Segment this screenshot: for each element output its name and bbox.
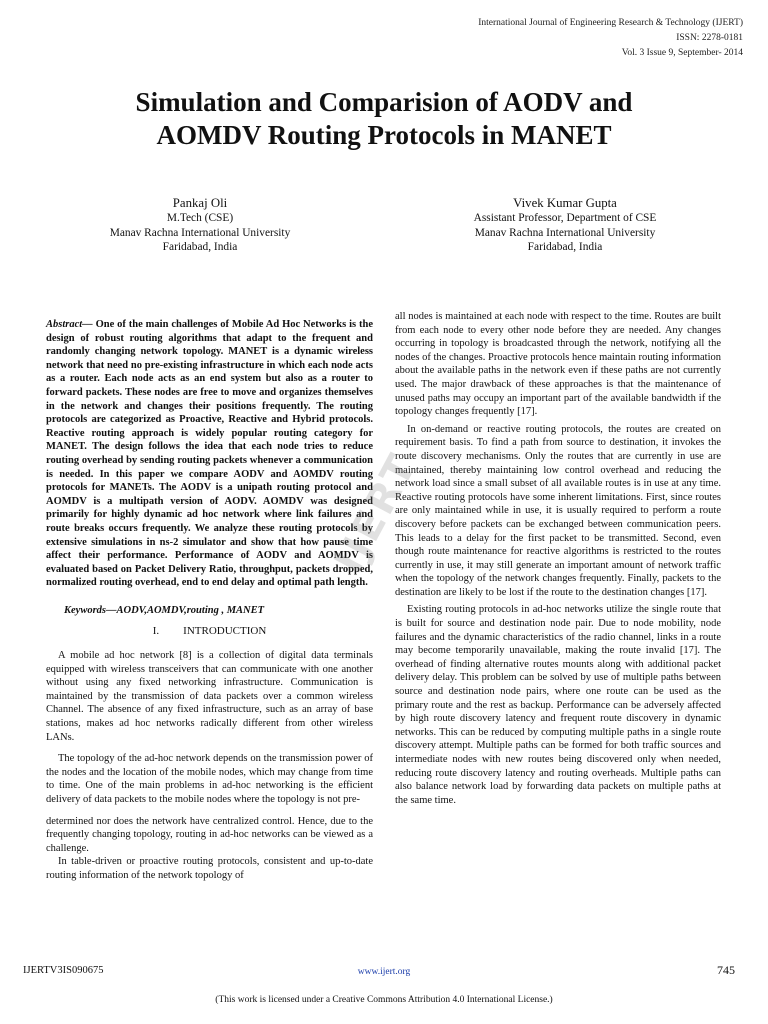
title-line-1: Simulation and Comparision of AODV and bbox=[135, 87, 633, 117]
abstract-text: One of the main challenges of Mobile Ad Hoc Networks is the design of robust routing algorithms that adapt to the frequent and randomly changing network topology. MANET is a dynamic wireless network that need no pre-existing infrastructure in which each node acts as a router. Each node acts as an end system but also as a router to forward packets. These nodes are free to move and organizes themselves in the network and changes their positions frequently. The routing protocols are categorized as Proactive, Reactive and Hybrid protocols. Reactive routing approach is widely popular routing category for MANET. The design follows the idea that each node tries to reduce routing overhead by sending routing packets whenever a communication is needed. In this paper we compare AODV and AOMDV routing protocols for MANETs. The AODV is a unipath routing protocol and AOMDV is a multipath version of AODV. AOMDV was designed primarily for highly dynamic ad hoc network where link failures and route breaks occurs frequently. We analyze these routing protocols by extensive simulations in ns-2 simulator and show that how pause time affect their performance. Performance of AODV and AOMDV is evaluated based on Packet Delivery Ratio, throughput, packets dropped, normalized routing overhead, end to end delay and optimal path length. bbox=[46, 319, 373, 589]
paragraph: A mobile ad hoc network [8] is a collection of digital data terminals equipped with wireless transceivers that can communicate with one another without using any fixed networking infrastructure. Communication is maintained by the transmission of data packets over a common wireless Channel. The absence of any fixed infrastructure, such as an array of base stations, makes ad hoc networks radically different from other wireless LANs. bbox=[46, 650, 373, 743]
author-2 bbox=[430, 196, 700, 254]
author-role: M.Tech (CSE) bbox=[166, 212, 234, 225]
abstract bbox=[46, 318, 373, 590]
section-heading bbox=[46, 625, 373, 639]
section-title: INTRODUCTION bbox=[183, 625, 267, 638]
section-number: I. bbox=[152, 625, 160, 638]
paragraph: In table-driven or proactive routing protocols, consistent and up-to-date routing information of the network topology of bbox=[46, 856, 373, 881]
paper-title bbox=[40, 86, 728, 152]
author-location: Faridabad, India bbox=[527, 240, 603, 253]
journal-header bbox=[283, 16, 743, 61]
paragraph: The topology of the ad-hoc network depends on the transmission power of the nodes and the location of the mobile nodes, which may change from time to time. One of the main problems in ad-hoc networking is the efficient delivery of data packets to the mobile nodes where the topology is not pre- bbox=[46, 753, 373, 805]
volume-issue: Vol. 3 Issue 9, September- 2014 bbox=[621, 48, 743, 58]
title-line-2: AOMDV Routing Protocols in MANET bbox=[156, 120, 612, 150]
page-number: 745 bbox=[717, 963, 735, 977]
right-column bbox=[395, 310, 721, 807]
keywords: Keywords—AODV,AOMDV,routing , MANET bbox=[64, 604, 265, 616]
author-name: Vivek Kumar Gupta bbox=[513, 196, 617, 210]
author-location: Faridabad, India bbox=[162, 240, 238, 253]
author-affiliation: Manav Rachna International University bbox=[474, 226, 656, 239]
left-column bbox=[46, 318, 373, 883]
author-affiliation: Manav Rachna International University bbox=[109, 226, 291, 239]
license-notice: (This work is licensed under a Creative Commons Attribution 4.0 International License.) bbox=[215, 995, 553, 1005]
author-name: Pankaj Oli bbox=[172, 196, 228, 210]
paragraph: In on-demand or reactive routing protocols, the routes are created on requirement basis. To find a path from source to destination, it invokes the route discovery mechanisms. Only the routes that are currently in use are maintained, thereby maintaining low control overhead and reducing the network load since a small subset of all available routes is in use at any time. Reactive routing protocols have some inherent limitations. First, since routes are only maintained while in use, it is usually required to perform a route discovery before packets can be exchanged between communication peers. This leads to a delay for the first packet to be transmitted. Second, even though route maintenance for reactive algorithms is restricted to the routes currently in use, it may still generate an important amount of network traffic when the topology of the network changes frequently. Finally, packets to the destination are likely to be lost if the route to the destination changes [17]. bbox=[395, 423, 721, 598]
paragraph: all nodes is maintained at each node with respect to the time. Routes are built from each node to every other node before they are needed. Any changes occurring in topology is broadcasted through the network, notifying all the nodes of the changes. Proactive protocols hence maintain routing information about the available paths in the network even if these paths are not currently used. The major drawback of these approaches is that the maintenance of unused paths may occupy an important part of the available bandwidth if the topology changes frequently [17]. bbox=[395, 311, 721, 418]
paper-id: IJERTV3IS090675 bbox=[23, 965, 104, 976]
journal-name: International Journal of Engineering Research & Technology (IJERT) bbox=[478, 18, 743, 28]
abstract-label: Abstract— bbox=[46, 319, 93, 330]
journal-url-link[interactable]: www.ijert.org bbox=[357, 967, 411, 977]
paragraph: Existing routing protocols in ad-hoc networks utilize the single route that is built for source and destination node pair. Due to node mobility, node failures and the dynamic characteristics of the radio channel, links in a route may become temporarily unavailable, making the route invalid [17]. The overhead of finding alternative routes mounts along with additional packet delivery delay. This problem can be solved by use of multiple paths between source and destination node pairs, where one route can be used as the primary route and the rest as backup. Performance can be adversely affected by high route discovery latency and frequent route discovery in dynamic networks. This can be reduced by computing multiple paths in a single route discovery attempt. Multiple paths can be formed for both traffic sources and intermediate nodes with new routes being discovered only when needed, reducing route discovery latency and routing overheads. Multiple paths can also balance network load by forwarding data packets on multiple paths at the same time. bbox=[395, 604, 721, 806]
author-role: Assistant Professor, Department of CSE bbox=[473, 212, 657, 225]
watermark: IJERT bbox=[325, 445, 427, 581]
issn: ISSN: 2278-0181 bbox=[676, 33, 743, 43]
paragraph: determined nor does the network have centralized control. Hence, due to the frequently changing topology, routing in ad-hoc networks can be viewed as a challenge. bbox=[46, 815, 373, 854]
author-1 bbox=[70, 196, 330, 254]
